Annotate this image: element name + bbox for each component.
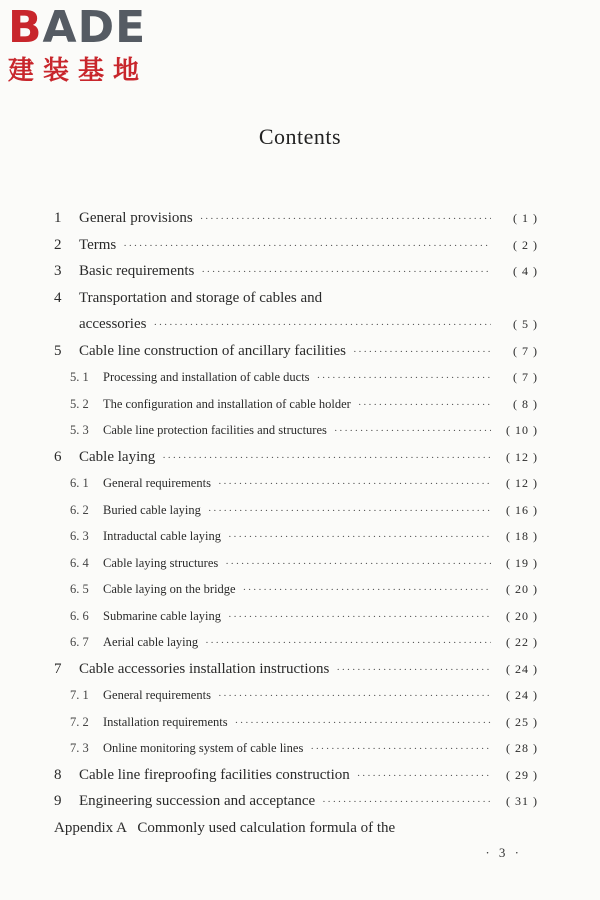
toc-entry — [54, 444, 538, 470]
toc-entry — [54, 762, 538, 788]
toc-entry-label: General provisions — [79, 210, 193, 226]
toc-leader-dots — [201, 259, 491, 285]
toc-entry-label: Processing and installation of cable ducts — [103, 370, 310, 384]
toc-entry-label: Buried cable laying — [103, 502, 201, 517]
toc-entry-number: 2 — [54, 236, 62, 253]
toc-leader-dots — [205, 630, 491, 656]
toc-entry-label: General requirements — [103, 688, 211, 702]
toc-entry — [54, 523, 538, 549]
toc-leader-dots — [162, 445, 491, 471]
toc-entry-page: ( 16 ) — [506, 502, 538, 517]
toc-entry-page: ( 31 ) — [506, 794, 538, 808]
logo-wordmark: BADE — [8, 2, 147, 53]
toc-leader-dots — [228, 604, 491, 630]
toc-entry-number: 7. 2 — [70, 714, 89, 729]
toc-entry-label: Cable laying structures — [103, 555, 219, 570]
toc-entry-page: ( 20 ) — [506, 582, 538, 596]
toc-leader-dots — [322, 789, 491, 815]
toc-entry — [54, 709, 538, 735]
toc-entry — [54, 735, 538, 761]
toc-entry-page: ( 7 ) — [513, 343, 538, 358]
toc-entry-page: ( 20 ) — [506, 608, 538, 623]
toc-entry-number: 5. 1 — [70, 370, 89, 384]
toc-entry-page: ( 12 ) — [506, 449, 538, 464]
toc-entry — [54, 470, 538, 496]
toc-entry-label: Aerial cable laying — [103, 635, 199, 649]
toc-appendix-label: Appendix A Commonly used calculation formula of the — [54, 819, 396, 836]
toc-entry — [54, 497, 538, 523]
toc-entry-label: Transportation and storage of cables and — [79, 289, 323, 306]
toc-entry-number: 5. 2 — [70, 396, 89, 411]
toc-entry-number: 6. 6 — [70, 608, 89, 623]
toc-entry-page: ( 22 ) — [506, 635, 538, 649]
toc-entry-number: 9 — [54, 793, 62, 809]
toc-leader-dots — [243, 577, 491, 603]
toc-entry — [54, 258, 538, 284]
toc-entry-page: ( 8 ) — [513, 396, 538, 411]
toc-entry — [54, 232, 538, 258]
toc-entry-label: Cable laying — [79, 448, 156, 465]
toc-entry-number: 7 — [54, 660, 62, 677]
toc-entry — [54, 417, 538, 443]
toc-entry-number: 6. 7 — [70, 635, 89, 649]
toc-entry-number: 5 — [54, 342, 62, 359]
toc-leader-dots — [336, 657, 491, 683]
toc-entry-label: Cable line fireproofing facilities construction — [79, 766, 350, 783]
toc-entry-label: The configuration and installation of cable holder — [103, 396, 351, 411]
toc-entry — [54, 364, 538, 390]
toc-entry-page: ( 18 ) — [506, 529, 538, 543]
toc-entry — [54, 285, 538, 338]
toc-entry-label: Submarine cable laying — [103, 608, 222, 623]
toc-entry-page: ( 29 ) — [506, 767, 538, 782]
toc-entry-label: Installation requirements — [103, 714, 228, 729]
toc-entry-number: 1 — [54, 210, 62, 226]
toc-entry-page: ( 7 ) — [513, 370, 538, 384]
toc-leader-dots — [225, 551, 491, 577]
toc-leader-dots — [218, 471, 491, 497]
toc-entry-page: ( 4 ) — [513, 264, 538, 278]
toc-entry-number: 7. 1 — [70, 688, 89, 702]
toc-entry-label: Intraductal cable laying — [103, 529, 221, 543]
toc-entry — [54, 391, 538, 417]
toc-leader-dots — [228, 524, 491, 550]
toc-entry-number: 6. 4 — [70, 555, 89, 570]
toc-entry-label: Basic requirements — [79, 263, 195, 279]
toc-leader-dots — [357, 763, 491, 789]
toc-entry-label: Online monitoring system of cable lines — [103, 741, 304, 755]
toc-entry-number: 7. 3 — [70, 741, 89, 755]
toc-entry-label: Terms — [79, 236, 117, 253]
page-number: · 3 · — [485, 845, 522, 860]
toc-entry-number: 3 — [54, 263, 62, 279]
bade-logo — [8, 4, 178, 86]
toc-entry-label: Engineering succession and acceptance — [79, 793, 316, 809]
toc-entry-page: ( 25 ) — [506, 714, 538, 729]
toc-entry-label: Cable line construction of ancillary facilities — [79, 342, 346, 359]
toc-entry-number: 8 — [54, 766, 62, 783]
toc-entry-page: ( 2 ) — [513, 237, 538, 252]
toc-leader-dots — [235, 710, 491, 736]
toc-appendix-entry — [54, 815, 538, 841]
toc-entry-page: ( 5 ) — [513, 316, 538, 331]
toc-entry — [54, 576, 538, 602]
toc-entry-number: 6. 2 — [70, 502, 89, 517]
toc-leader-dots — [218, 683, 491, 709]
toc-entry-number: 5. 3 — [70, 423, 89, 437]
toc-entry-page: ( 24 ) — [506, 661, 538, 676]
toc-leader-dots — [353, 339, 491, 365]
toc-entry-number: 4 — [54, 289, 62, 306]
toc-leader-dots — [310, 736, 491, 762]
toc-entry-number: 6 — [54, 448, 62, 465]
toc-leader-dots — [153, 312, 491, 338]
toc-entry-number: 6. 1 — [70, 476, 89, 490]
toc-leader-dots — [200, 206, 491, 232]
toc-entry — [54, 338, 538, 364]
toc-entry-number: 6. 5 — [70, 582, 89, 596]
toc-entry-page: ( 12 ) — [506, 476, 538, 490]
toc-entry-label-continued: accessories — [79, 315, 147, 332]
toc-leader-dots — [334, 418, 491, 444]
toc-leader-dots — [358, 392, 491, 418]
toc-entry-label: Cable laying on the bridge — [103, 582, 236, 596]
toc-entry — [54, 550, 538, 576]
toc-entry — [54, 788, 538, 814]
toc-entry-label: General requirements — [103, 476, 211, 490]
toc-entry-page: ( 19 ) — [506, 555, 538, 570]
toc-entry-number: 6. 3 — [70, 529, 89, 543]
toc-entry-label: Cable line protection facilities and structures — [103, 423, 327, 437]
toc-entry-label: Cable accessories installation instructions — [79, 660, 330, 677]
toc-leader-dots — [317, 365, 491, 391]
toc-entry-page: ( 1 ) — [513, 211, 538, 225]
toc-entry — [54, 682, 538, 708]
toc-entry — [54, 603, 538, 629]
toc-entry — [54, 205, 538, 231]
toc-entry — [54, 629, 538, 655]
toc-entry-page: ( 28 ) — [506, 741, 538, 755]
toc-entry — [54, 656, 538, 682]
toc-leader-dots — [123, 233, 491, 259]
page-title: Contents — [258, 124, 342, 149]
toc-entry-page: ( 24 ) — [506, 688, 538, 702]
toc-entry-page: ( 10 ) — [506, 423, 538, 437]
logo-chinese-text: 建装基地 — [8, 56, 149, 86]
toc-leader-dots — [208, 498, 491, 524]
